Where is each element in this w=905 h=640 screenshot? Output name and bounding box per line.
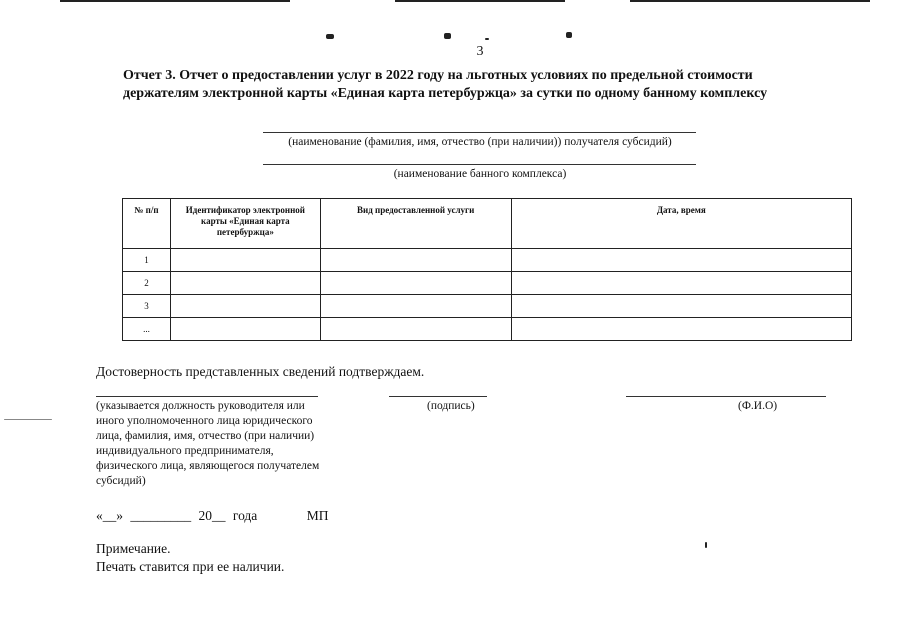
- row-number: ...: [123, 318, 171, 341]
- scan-speck: [4, 419, 52, 420]
- scan-speck: [485, 38, 489, 40]
- note-title: Примечание.: [96, 541, 171, 556]
- month-field: _________: [130, 508, 192, 523]
- row-number: 2: [123, 272, 171, 295]
- position-underline: [96, 396, 318, 397]
- datetime-cell: [511, 272, 851, 295]
- report-title: Отчет 3. Отчет о предоставлении услуг в 2022 году на льготных условиях по предельной стоимости держателям электронной карты «Единая карта петербуржца» за сутки по одному банному комплексу: [123, 68, 768, 101]
- datetime-cell: [511, 295, 851, 318]
- card-id-cell: [170, 272, 320, 295]
- header-service-type: Вид предоставленной услуги: [320, 199, 511, 249]
- card-id-cell: [170, 318, 320, 341]
- header-number: № п/п: [123, 199, 171, 249]
- service-cell: [320, 295, 511, 318]
- fio-underline: [626, 396, 826, 397]
- table-header-row: [123, 199, 852, 249]
- confirmation-text: Достоверность представленных сведений подтверждаем.: [96, 364, 425, 379]
- bath-underline: [263, 164, 696, 165]
- scan-speck: [566, 32, 572, 38]
- table-row: [123, 295, 852, 318]
- service-cell: [320, 249, 511, 272]
- recipient-caption: (наименование (фамилия, имя, отчество (при наличии)) получателя субсидий): [288, 136, 672, 148]
- year-word: года: [232, 508, 258, 523]
- row-number: 3: [123, 295, 171, 318]
- position-caption: (указывается должность руководителя или иного уполномоченного лица юридического лица, фамилия, имя, отчество (при наличии) индивидуального предпринимателя, физического лица, являющегося получателем субсидий): [96, 400, 320, 487]
- page-number: 3: [476, 44, 484, 59]
- date-line: [96, 508, 328, 524]
- table-row: [123, 272, 852, 295]
- recipient-underline: [263, 132, 696, 133]
- year-field: 20__: [198, 508, 226, 523]
- scan-speck: [705, 542, 707, 548]
- day-field: «__»: [96, 508, 123, 523]
- datetime-cell: [511, 249, 851, 272]
- note-text: Печать ставится при ее наличии.: [96, 559, 285, 574]
- row-number: 1: [123, 249, 171, 272]
- card-id-cell: [170, 295, 320, 318]
- stamp-label: МП: [306, 508, 329, 523]
- table-row: [123, 249, 852, 272]
- signature-caption: (подпись): [427, 400, 475, 412]
- service-cell: [320, 272, 511, 295]
- card-id-cell: [170, 249, 320, 272]
- scan-edge-line: [60, 0, 290, 2]
- scan-edge-line: [630, 0, 870, 2]
- bath-caption: (наименование банного комплекса): [393, 168, 567, 180]
- scan-speck: [326, 34, 334, 39]
- fio-caption: (Ф.И.О): [738, 400, 778, 412]
- header-datetime: Дата, время: [511, 199, 851, 249]
- report-table: [122, 198, 852, 341]
- header-card-id: Идентификатор электронной карты «Единая карта петербуржца»: [170, 199, 320, 249]
- datetime-cell: [511, 318, 851, 341]
- scan-edge-line: [395, 0, 565, 2]
- service-cell: [320, 318, 511, 341]
- signature-underline: [389, 396, 487, 397]
- scan-speck: [444, 33, 451, 39]
- table-row: [123, 318, 852, 341]
